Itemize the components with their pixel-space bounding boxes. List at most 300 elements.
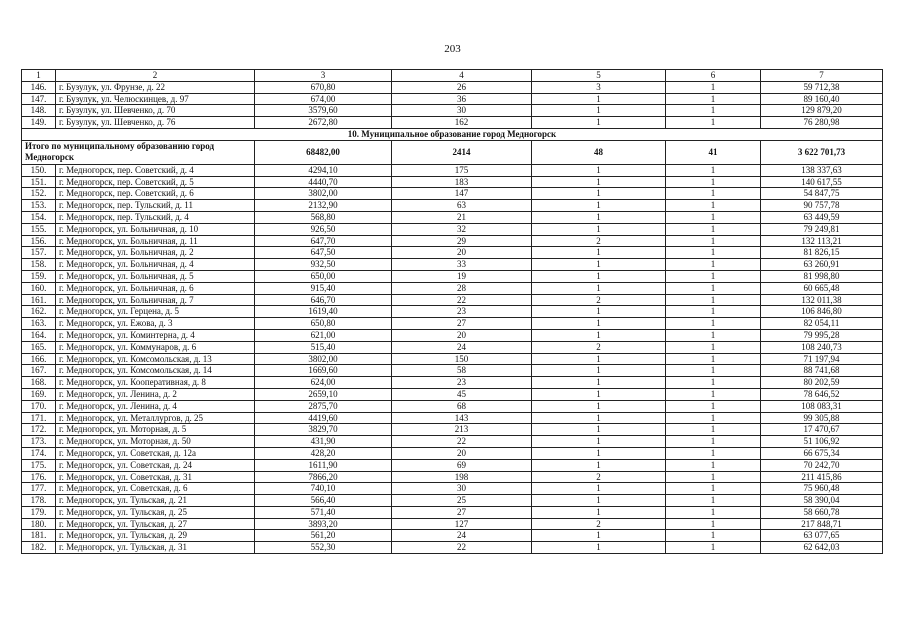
col6-value-cell: 1 (666, 459, 761, 471)
area-cell: 7866,20 (255, 471, 392, 483)
area-cell: 647,70 (255, 235, 392, 247)
cost-cell: 66 675,34 (761, 447, 883, 459)
col5-value-cell: 1 (532, 542, 666, 554)
area-cell: 926,50 (255, 223, 392, 235)
area-cell: 1619,40 (255, 306, 392, 318)
col5-value-cell: 1 (532, 259, 666, 271)
col6-value-cell: 1 (666, 200, 761, 212)
area-cell: 571,40 (255, 506, 392, 518)
address-cell: г. Медногорск, ул. Коммунаров, д. 6 (56, 341, 255, 353)
total-col6: 41 (666, 140, 761, 164)
col5-value-cell: 1 (532, 365, 666, 377)
table-row (22, 93, 883, 105)
area-cell: 4294,10 (255, 164, 392, 176)
cost-cell: 108 240,73 (761, 341, 883, 353)
area-cell: 650,80 (255, 318, 392, 330)
cost-cell: 132 113,21 (761, 235, 883, 247)
row-number-cell: 170. (22, 400, 56, 412)
table-row (22, 483, 883, 495)
cost-cell: 89 160,40 (761, 93, 883, 105)
row-number-cell: 177. (22, 483, 56, 495)
row-number-cell: 179. (22, 506, 56, 518)
area-cell: 3579,60 (255, 105, 392, 117)
total-area: 68482,00 (255, 140, 392, 164)
header-row (22, 70, 883, 82)
residents-cell: 69 (392, 459, 532, 471)
area-cell: 915,40 (255, 282, 392, 294)
residents-cell: 26 (392, 81, 532, 93)
cost-cell: 79 995,28 (761, 329, 883, 341)
col5-value-cell: 1 (532, 105, 666, 117)
residents-cell: 150 (392, 353, 532, 365)
col5-value-cell: 1 (532, 306, 666, 318)
address-cell: г. Медногорск, ул. Тульская, д. 27 (56, 518, 255, 530)
area-cell: 621,00 (255, 329, 392, 341)
table-row (22, 176, 883, 188)
cost-cell: 132 011,38 (761, 294, 883, 306)
row-number-cell: 173. (22, 436, 56, 448)
address-cell: г. Медногорск, ул. Моторная, д. 5 (56, 424, 255, 436)
address-cell: г. Медногорск, ул. Тульская, д. 29 (56, 530, 255, 542)
address-cell: г. Медногорск, ул. Советская, д. 31 (56, 471, 255, 483)
col5-value-cell: 1 (532, 270, 666, 282)
table-row (22, 329, 883, 341)
residents-cell: 175 (392, 164, 532, 176)
cost-cell: 217 848,71 (761, 518, 883, 530)
row-number-cell: 182. (22, 542, 56, 554)
address-cell: г. Медногорск, ул. Тульская, д. 31 (56, 542, 255, 554)
table-row (22, 518, 883, 530)
table-row (22, 247, 883, 259)
cost-cell: 51 106,92 (761, 436, 883, 448)
residents-cell: 213 (392, 424, 532, 436)
total-row (22, 140, 883, 164)
col6-value-cell: 1 (666, 483, 761, 495)
table-row (22, 223, 883, 235)
residents-cell: 20 (392, 247, 532, 259)
row-number-cell: 151. (22, 176, 56, 188)
table-row (22, 412, 883, 424)
cost-cell: 81 998,80 (761, 270, 883, 282)
cost-cell: 81 826,15 (761, 247, 883, 259)
col6-value-cell: 1 (666, 318, 761, 330)
col5-value-cell: 1 (532, 377, 666, 389)
row-number-cell: 146. (22, 81, 56, 93)
residents-cell: 27 (392, 506, 532, 518)
col6-value-cell: 1 (666, 424, 761, 436)
col6-value-cell: 1 (666, 294, 761, 306)
residents-cell: 22 (392, 294, 532, 306)
col5-value-cell: 1 (532, 530, 666, 542)
table-row (22, 459, 883, 471)
area-cell: 624,00 (255, 377, 392, 389)
area-cell: 428,20 (255, 447, 392, 459)
address-cell: г. Медногорск, ул. Кооперативная, д. 8 (56, 377, 255, 389)
col6-value-cell: 1 (666, 105, 761, 117)
table-row (22, 270, 883, 282)
cost-cell: 106 846,80 (761, 306, 883, 318)
cost-cell: 59 712,38 (761, 81, 883, 93)
col6-value-cell: 1 (666, 223, 761, 235)
address-cell: г. Медногорск, ул. Герцена, д. 5 (56, 306, 255, 318)
area-cell: 3893,20 (255, 518, 392, 530)
cost-cell: 75 960,48 (761, 483, 883, 495)
area-cell: 740,10 (255, 483, 392, 495)
table-row (22, 506, 883, 518)
cost-cell: 90 757,78 (761, 200, 883, 212)
address-cell: г. Медногорск, ул. Больничная, д. 4 (56, 259, 255, 271)
cost-cell: 129 879,20 (761, 105, 883, 117)
area-cell: 3802,00 (255, 353, 392, 365)
col6-value-cell: 1 (666, 247, 761, 259)
table-row (22, 117, 883, 129)
row-number-cell: 180. (22, 518, 56, 530)
row-number-cell: 152. (22, 188, 56, 200)
address-cell: г. Медногорск, пер. Советский, д. 6 (56, 188, 255, 200)
col6-value-cell: 1 (666, 530, 761, 542)
residents-cell: 28 (392, 282, 532, 294)
row-number-cell: 156. (22, 235, 56, 247)
area-cell: 1669,60 (255, 365, 392, 377)
area-cell: 431,90 (255, 436, 392, 448)
area-cell: 4440,70 (255, 176, 392, 188)
table-row (22, 400, 883, 412)
header-cell: 7 (761, 70, 883, 82)
row-number-cell: 165. (22, 341, 56, 353)
residents-cell: 143 (392, 412, 532, 424)
col5-value-cell: 2 (532, 294, 666, 306)
residents-cell: 63 (392, 200, 532, 212)
cost-cell: 88 741,68 (761, 365, 883, 377)
col5-value-cell: 1 (532, 495, 666, 507)
row-number-cell: 171. (22, 412, 56, 424)
col5-value-cell: 1 (532, 200, 666, 212)
col6-value-cell: 1 (666, 353, 761, 365)
area-cell: 2875,70 (255, 400, 392, 412)
header-cell: 4 (392, 70, 532, 82)
table-row (22, 188, 883, 200)
col6-value-cell: 1 (666, 329, 761, 341)
cost-cell: 140 617,55 (761, 176, 883, 188)
residents-cell: 198 (392, 471, 532, 483)
col5-value-cell: 2 (532, 235, 666, 247)
row-number-cell: 163. (22, 318, 56, 330)
col5-value-cell: 1 (532, 223, 666, 235)
table-row (22, 282, 883, 294)
housing-table (21, 69, 883, 554)
col6-value-cell: 1 (666, 164, 761, 176)
section-row (22, 128, 883, 140)
address-cell: г. Медногорск, ул. Больничная, д. 6 (56, 282, 255, 294)
total-label: Итого по муниципальному образованию город Медногорск (22, 140, 255, 164)
cost-cell: 211 415,86 (761, 471, 883, 483)
residents-cell: 25 (392, 495, 532, 507)
area-cell: 1611,90 (255, 459, 392, 471)
area-cell: 3802,00 (255, 188, 392, 200)
residents-cell: 21 (392, 211, 532, 223)
area-cell: 647,50 (255, 247, 392, 259)
address-cell: г. Медногорск, ул. Советская, д. 6 (56, 483, 255, 495)
cost-cell: 80 202,59 (761, 377, 883, 389)
residents-cell: 29 (392, 235, 532, 247)
residents-cell: 36 (392, 93, 532, 105)
row-number-cell: 155. (22, 223, 56, 235)
row-number-cell: 169. (22, 388, 56, 400)
row-number-cell: 164. (22, 329, 56, 341)
col5-value-cell: 1 (532, 400, 666, 412)
residents-cell: 22 (392, 542, 532, 554)
address-cell: г. Медногорск, ул. Ежова, д. 3 (56, 318, 255, 330)
residents-cell: 183 (392, 176, 532, 188)
table-row (22, 542, 883, 554)
cost-cell: 17 470,67 (761, 424, 883, 436)
col5-value-cell: 1 (532, 353, 666, 365)
residents-cell: 20 (392, 447, 532, 459)
address-cell: г. Медногорск, ул. Тульская, д. 21 (56, 495, 255, 507)
residents-cell: 30 (392, 105, 532, 117)
cost-cell: 79 249,81 (761, 223, 883, 235)
header-cell: 5 (532, 70, 666, 82)
col6-value-cell: 1 (666, 518, 761, 530)
residents-cell: 32 (392, 223, 532, 235)
col5-value-cell: 1 (532, 506, 666, 518)
col5-value-cell: 1 (532, 424, 666, 436)
address-cell: г. Медногорск, ул. Комсомольская, д. 14 (56, 365, 255, 377)
section-title: 10. Муниципальное образование город Медногорск (22, 128, 883, 140)
area-cell: 4419,60 (255, 412, 392, 424)
residents-cell: 45 (392, 388, 532, 400)
area-cell: 2659,10 (255, 388, 392, 400)
address-cell: г. Медногорск, ул. Металлургов, д. 25 (56, 412, 255, 424)
residents-cell: 22 (392, 436, 532, 448)
area-cell: 932,50 (255, 259, 392, 271)
row-number-cell: 158. (22, 259, 56, 271)
residents-cell: 68 (392, 400, 532, 412)
cost-cell: 63 260,91 (761, 259, 883, 271)
col6-value-cell: 1 (666, 93, 761, 105)
row-number-cell: 172. (22, 424, 56, 436)
address-cell: г. Медногорск, ул. Моторная, д. 50 (56, 436, 255, 448)
address-cell: г. Медногорск, пер. Советский, д. 5 (56, 176, 255, 188)
address-cell: г. Медногорск, ул. Больничная, д. 7 (56, 294, 255, 306)
address-cell: г. Бузулук, ул. Фрунзе, д. 22 (56, 81, 255, 93)
col6-value-cell: 1 (666, 188, 761, 200)
address-cell: г. Медногорск, ул. Комсомольская, д. 13 (56, 353, 255, 365)
table-row (22, 365, 883, 377)
col5-value-cell: 1 (532, 93, 666, 105)
cost-cell: 54 847,75 (761, 188, 883, 200)
col6-value-cell: 1 (666, 412, 761, 424)
col5-value-cell: 3 (532, 81, 666, 93)
col6-value-cell: 1 (666, 377, 761, 389)
col6-value-cell: 1 (666, 176, 761, 188)
area-cell: 650,00 (255, 270, 392, 282)
table-row (22, 318, 883, 330)
address-cell: г. Медногорск, ул. Советская, д. 24 (56, 459, 255, 471)
address-cell: г. Медногорск, ул. Ленина, д. 4 (56, 400, 255, 412)
col5-value-cell: 1 (532, 436, 666, 448)
cost-cell: 70 242,70 (761, 459, 883, 471)
col5-value-cell: 1 (532, 211, 666, 223)
row-number-cell: 147. (22, 93, 56, 105)
address-cell: г. Медногорск, пер. Тульский, д. 4 (56, 211, 255, 223)
col5-value-cell: 2 (532, 341, 666, 353)
col6-value-cell: 1 (666, 81, 761, 93)
residents-cell: 58 (392, 365, 532, 377)
row-number-cell: 150. (22, 164, 56, 176)
row-number-cell: 149. (22, 117, 56, 129)
row-number-cell: 153. (22, 200, 56, 212)
col6-value-cell: 1 (666, 306, 761, 318)
cost-cell: 63 077,65 (761, 530, 883, 542)
table-row (22, 81, 883, 93)
cost-cell: 76 280,98 (761, 117, 883, 129)
row-number-cell: 175. (22, 459, 56, 471)
table-row (22, 447, 883, 459)
col5-value-cell: 1 (532, 388, 666, 400)
col6-value-cell: 1 (666, 259, 761, 271)
cost-cell: 78 646,52 (761, 388, 883, 400)
table-row (22, 471, 883, 483)
col5-value-cell: 2 (532, 518, 666, 530)
col6-value-cell: 1 (666, 542, 761, 554)
area-cell: 515,40 (255, 341, 392, 353)
table-row (22, 495, 883, 507)
col5-value-cell: 1 (532, 459, 666, 471)
address-cell: г. Бузулук, ул. Шевченко, д. 76 (56, 117, 255, 129)
row-number-cell: 168. (22, 377, 56, 389)
col6-value-cell: 1 (666, 471, 761, 483)
area-cell: 3829,70 (255, 424, 392, 436)
area-cell: 2132,90 (255, 200, 392, 212)
row-number-cell: 154. (22, 211, 56, 223)
cost-cell: 63 449,59 (761, 211, 883, 223)
total-residents: 2414 (392, 140, 532, 164)
col6-value-cell: 1 (666, 117, 761, 129)
cost-cell: 108 083,31 (761, 400, 883, 412)
header-cell: 6 (666, 70, 761, 82)
residents-cell: 23 (392, 377, 532, 389)
table-row (22, 105, 883, 117)
table-row (22, 259, 883, 271)
address-cell: г. Медногорск, пер. Советский, д. 4 (56, 164, 255, 176)
col5-value-cell: 1 (532, 483, 666, 495)
col6-value-cell: 1 (666, 436, 761, 448)
row-number-cell: 160. (22, 282, 56, 294)
area-cell: 561,20 (255, 530, 392, 542)
address-cell: г. Медногорск, ул. Больничная, д. 2 (56, 247, 255, 259)
cost-cell: 138 337,63 (761, 164, 883, 176)
area-cell: 566,40 (255, 495, 392, 507)
row-number-cell: 148. (22, 105, 56, 117)
cost-cell: 60 665,48 (761, 282, 883, 294)
cost-cell: 58 390,04 (761, 495, 883, 507)
col5-value-cell: 1 (532, 247, 666, 259)
col5-value-cell: 1 (532, 117, 666, 129)
col5-value-cell: 2 (532, 471, 666, 483)
area-cell: 674,00 (255, 93, 392, 105)
table-row (22, 294, 883, 306)
address-cell: г. Бузулук, ул. Шевченко, д. 70 (56, 105, 255, 117)
residents-cell: 24 (392, 530, 532, 542)
col6-value-cell: 1 (666, 365, 761, 377)
area-cell: 2672,80 (255, 117, 392, 129)
col5-value-cell: 1 (532, 282, 666, 294)
col5-value-cell: 1 (532, 164, 666, 176)
area-cell: 568,80 (255, 211, 392, 223)
table-row (22, 235, 883, 247)
table-row (22, 436, 883, 448)
address-cell: г. Медногорск, ул. Больничная, д. 10 (56, 223, 255, 235)
col6-value-cell: 1 (666, 495, 761, 507)
col6-value-cell: 1 (666, 388, 761, 400)
row-number-cell: 166. (22, 353, 56, 365)
col5-value-cell: 1 (532, 412, 666, 424)
table-row (22, 306, 883, 318)
page-number: 203 (444, 43, 461, 55)
col5-value-cell: 1 (532, 318, 666, 330)
residents-cell: 19 (392, 270, 532, 282)
address-cell: г. Медногорск, ул. Больничная, д. 5 (56, 270, 255, 282)
header-cell: 3 (255, 70, 392, 82)
cost-cell: 71 197,94 (761, 353, 883, 365)
col6-value-cell: 1 (666, 447, 761, 459)
residents-cell: 20 (392, 329, 532, 341)
area-cell: 552,30 (255, 542, 392, 554)
residents-cell: 27 (392, 318, 532, 330)
row-number-cell: 181. (22, 530, 56, 542)
table-row (22, 424, 883, 436)
residents-cell: 33 (392, 259, 532, 271)
table-row (22, 388, 883, 400)
row-number-cell: 178. (22, 495, 56, 507)
table-row (22, 353, 883, 365)
total-cost: 3 622 701,73 (761, 140, 883, 164)
table-row (22, 200, 883, 212)
table-row (22, 530, 883, 542)
residents-cell: 24 (392, 341, 532, 353)
area-cell: 670,80 (255, 81, 392, 93)
cost-cell: 99 305,88 (761, 412, 883, 424)
cost-cell: 82 054,11 (761, 318, 883, 330)
row-number-cell: 174. (22, 447, 56, 459)
col5-value-cell: 1 (532, 176, 666, 188)
residents-cell: 162 (392, 117, 532, 129)
col5-value-cell: 1 (532, 329, 666, 341)
row-number-cell: 167. (22, 365, 56, 377)
row-number-cell: 157. (22, 247, 56, 259)
col6-value-cell: 1 (666, 270, 761, 282)
residents-cell: 30 (392, 483, 532, 495)
row-number-cell: 159. (22, 270, 56, 282)
table-row (22, 341, 883, 353)
address-cell: г. Медногорск, ул. Ленина, д. 2 (56, 388, 255, 400)
header-cell: 1 (22, 70, 56, 82)
col5-value-cell: 1 (532, 447, 666, 459)
col6-value-cell: 1 (666, 235, 761, 247)
col6-value-cell: 1 (666, 400, 761, 412)
address-cell: г. Медногорск, ул. Коминтерна, д. 4 (56, 329, 255, 341)
cost-cell: 58 660,78 (761, 506, 883, 518)
row-number-cell: 162. (22, 306, 56, 318)
col5-value-cell: 1 (532, 188, 666, 200)
total-col5: 48 (532, 140, 666, 164)
table-row (22, 211, 883, 223)
col6-value-cell: 1 (666, 341, 761, 353)
row-number-cell: 176. (22, 471, 56, 483)
address-cell: г. Медногорск, пер. Тульский, д. 11 (56, 200, 255, 212)
header-cell: 2 (56, 70, 255, 82)
